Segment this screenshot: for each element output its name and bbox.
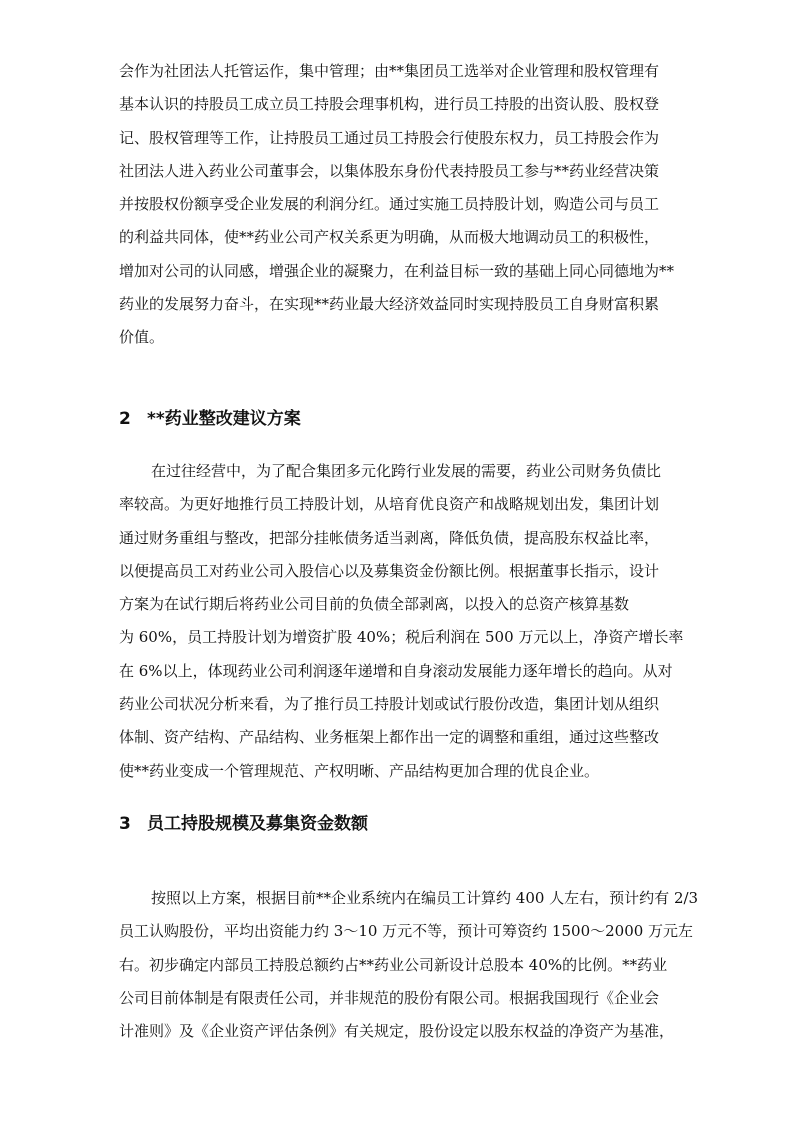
section-title: **药业整改建议方案 — [147, 409, 301, 429]
text-line: 以便提高员工对药业公司入股信心以及募集资金份额比例。根据董事长指示，设计 — [119, 561, 660, 580]
section-number: 2 — [119, 409, 131, 429]
text-line: 公司目前体制是有限责任公司，并非规范的股份有限公司。根据我国现行《企业会 — [119, 988, 660, 1007]
text-line: 率较高。为更好地推行员工持股计划，从培育优良资产和战略规划出发，集团计划 — [119, 495, 660, 514]
section-heading-2 — [119, 407, 687, 431]
section-title: 员工持股规模及募集资金数额 — [147, 814, 368, 834]
paragraph-employee-stock-association — [119, 55, 687, 355]
text-line: 药业公司状况分析来看，为了推行员工持股计划或试行股份改造，集团计划从组织 — [119, 695, 660, 714]
text-line: 按照以上方案，根据目前**企业系统内在编员工计算约 400 人左右，预计约有 2/3 — [151, 889, 699, 907]
text-line: 药业的发展努力奋斗，在实现**药业最大经济效益同时实现持股员工自身财富积累 — [119, 295, 660, 314]
text-line: 在过往经营中，为了配合集团多元化跨行业发展的需要，药业公司财务负债比 — [151, 462, 662, 480]
text-line: 基本认识的持股员工成立员工持股会理事机构，进行员工持股的出资认股、股权登 — [119, 95, 660, 114]
text-line: 在 6%以上，体现药业公司利润逐年递增和自身滚动发展能力逐年增长的趋向。从对 — [119, 661, 673, 680]
text-line: 增加对公司的认同感，增强企业的凝聚力，在利益目标一致的基础上同心同德地为** — [119, 261, 675, 280]
text-line: 方案为在试行期后将药业公司目前的负债全部剥离，以投入的总资产核算基数 — [119, 595, 630, 614]
section-number: 3 — [119, 814, 131, 834]
text-line: 右。初步确定内部员工持股总额约占**药业公司新设计总股本 40%的比例。**药业 — [119, 955, 668, 974]
text-line: 员工认购股份，平均出资能力约 3～10 万元不等，预计可筹资约 1500～2000 万元左 — [119, 922, 694, 941]
paragraph-stock-scale — [119, 882, 699, 1048]
text-line: 使**药业变成一个管理规范、产权明晰、产品结构更加合理的优良企业。 — [119, 761, 600, 780]
text-line: 记、股权管理等工作，让持股员工通过员工持股会行使股东权力，员工持股会作为 — [119, 128, 660, 147]
text-line: 社团法人进入药业公司董事会，以集体股东身份代表持股员工参与**药业经营决策 — [119, 161, 660, 180]
text-line: 为 60%，员工持股计划为增资扩股 40%；税后利润在 500 万元以上，净资产增长率 — [119, 628, 684, 647]
text-line: 体制、资产结构、产品结构、业务框架上都作出一定的调整和重组，通过这些整改 — [119, 728, 660, 747]
text-line: 通过财务重组与整改，把部分挂帐债务适当剥离，降低负债，提高股东权益比率， — [119, 528, 660, 547]
text-line: 的利益共同体，使**药业公司产权关系更为明确，从而极大地调动员工的积极性， — [119, 228, 660, 247]
text-line: 计准则》及《企业资产评估条例》有关规定，股份设定以股东权益的净资产为基准， — [119, 1022, 675, 1041]
text-line: 价值。 — [119, 328, 165, 347]
text-line: 并按股权份额享受企业发展的利润分红。通过实施工员持股计划，购造公司与员工 — [119, 195, 660, 214]
paragraph-rectification-plan — [119, 455, 687, 788]
section-heading-3 — [119, 812, 687, 836]
text-line: 会作为社团法人托管运作，集中管理；由**集团员工选举对企业管理和股权管理有 — [119, 62, 660, 80]
